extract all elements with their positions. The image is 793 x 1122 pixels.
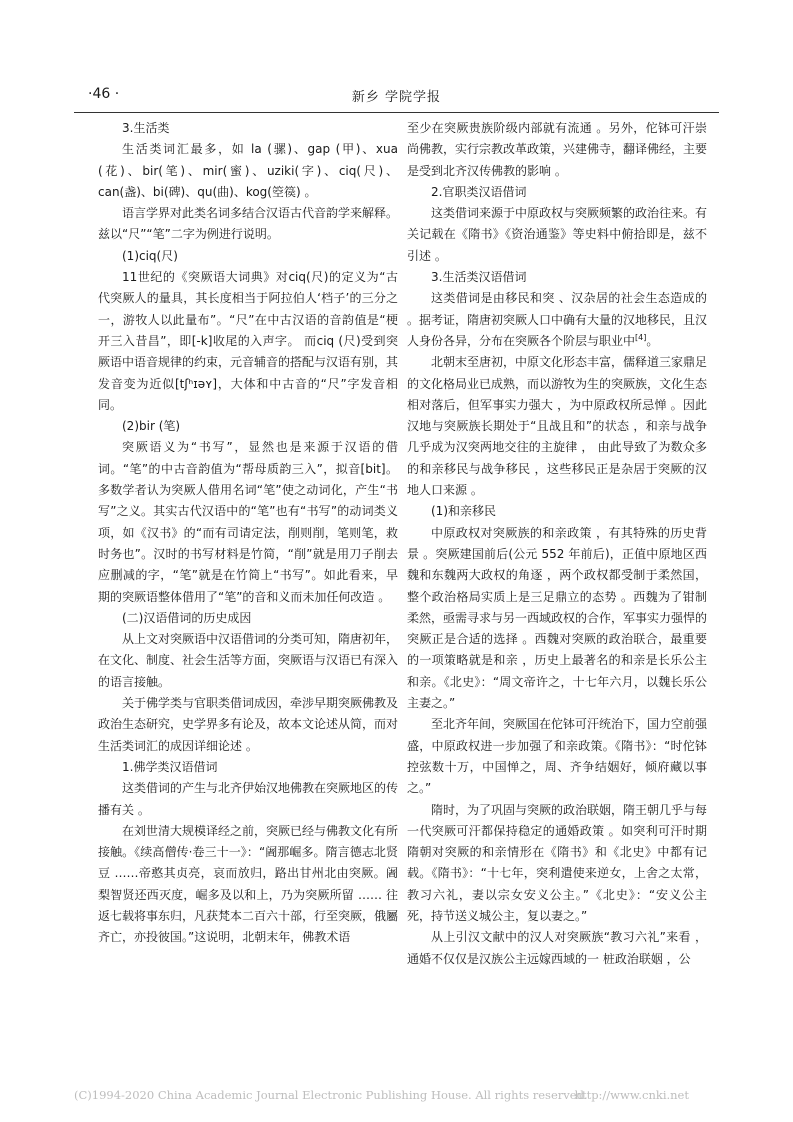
paragraph-text: 1.佛学类汉语借词 xyxy=(122,759,218,774)
paragraph xyxy=(407,927,707,970)
paragraph-text: 至北齐年间，突厥国在佗钵可汗统治下，国力空前强盛，中原政权进一步加强了和亲政策。《隋书》：“时佗钵控弦数十万，中国惮之，周、齐争结姻好，倾府藏以事之。” xyxy=(407,717,708,796)
paragraph xyxy=(98,139,398,203)
paragraph-text: 隋时，为了巩固与突厥的政治联姻，隋王朝几乎与每一代突厥可汗都保持稳定的通婚政策 。如突利可汗时期隋朝对突厥的和亲情形在《隋书》和《北史》中都有记载。《隋书》：“十七年，突利遣使来逆女，上舍之太常，教习六礼，妻以宗女安义公主。”《北史》：“安义公主死，持节送义城公主，复以妻之。” xyxy=(407,802,708,923)
paragraph xyxy=(407,118,707,182)
left-column xyxy=(98,118,398,949)
paragraph-text: 在刘世清大规模译经之前，突厥已经与佛教文化有所接触。《续高僧传·卷三十一》：“阇那崛多。隋言德志北贤豆 ……帝憨其贞亮，哀而放归，路出甘州北由突厥。阇梨智贤还西灭度，崛多及以和上，乃为突厥所留 …… 往返七载将事东归，凡获梵本二百六十部，行至突厥，俄屬齐亡，亦投彼国。”这说明，北朝末年，佛教术语 xyxy=(98,823,399,945)
section-heading xyxy=(407,182,707,203)
paragraph xyxy=(98,778,398,821)
paragraph xyxy=(407,714,707,799)
paragraph-text: 中原政权对突厥族的和亲政策 ，有其特殊的历史背景 。突厥建国前后(公元 552 年前后)，正值中原地区西魏和东魏两大政权的角逐 ，两个政权都受制于柔然国，整个政治格局实质上是三足鼎立的态势 。西魏为了钳制柔然，亟需寻求与另一西域政权的合作，军事实力强悍的突厥正是合适的选择 。西魏对突厥的政治联合，最重要的一项策略就是和亲 ，历史上最著名的和亲是长乐公主和亲。《北史》：“周文帝许之，十七年六月，以魏长乐公主妻之。” xyxy=(407,525,708,711)
header-rule xyxy=(74,112,719,113)
page-footer xyxy=(74,1088,719,1102)
paragraph xyxy=(98,437,398,607)
paragraph-text: 3.生活类汉语借词 xyxy=(431,270,527,285)
paragraph-text: 这类借词来源于中原政权与突厥频繁的政治往来。有关记载在《隋书》《资治通鉴》等史料中俯拾即是，兹不引述 。 xyxy=(407,206,708,263)
section-heading xyxy=(98,608,398,629)
paragraph-text: 从上引汉文献中的汉人对突厥族“教习六礼”来看 ，通婚不仅仅是汉族公主远嫁西域的一 桩政治联姻 ，公 xyxy=(407,930,707,966)
source-url: http://www.cnki.net xyxy=(574,1088,689,1102)
paragraph-text: (二)汉语借词的历史成因 xyxy=(122,610,252,625)
journal-title: 新乡 学院学报 xyxy=(351,90,442,105)
paragraph-text: 11世纪的《突厥语大词典》对ciq(尺)的定义为“古代突厥人的量具，其长度相当于阿拉伯人‘档子’的三分之一，游牧人以此量布”。“尺”在中古汉语的音韵值是“梗开三入昔昌”，即[-k]收尾的入声字。 而ciq (尺)受到突厥语中语音规律的约束，元音辅音的搭配与汉语有别，其发音变为近似[tʃʰɪəʏ]，大体和中古音的“尺”字发音相同。 xyxy=(98,270,399,412)
section-heading xyxy=(407,267,707,288)
paragraph xyxy=(98,267,398,416)
citation-ref: [4] xyxy=(635,332,647,342)
section-heading xyxy=(407,501,707,522)
section-heading xyxy=(98,246,398,267)
paragraph-text: (2)bir (笔) xyxy=(122,419,181,434)
paragraph-text: 语言学界对此类名词多结合汉语古代音韵学来解释。兹以“尺”“笔”二字为例进行说明。 xyxy=(98,206,399,242)
paragraph-text: 至少在突厥贵族阶级内部就有流通 。另外，佗钵可汗崇尚佛教，实行宗教改革政策，兴建佛寺，翻译佛经，主要是受到北齐汉传佛教的影响 。 xyxy=(407,121,708,178)
paragraph-text: 这类借词的产生与北齐伊始汉地佛教在突厥地区的传播有关 。 xyxy=(98,781,399,817)
section-heading xyxy=(98,416,398,437)
paragraph-text: 关于佛学类与官职类借词成因，牵涉早期突厥佛教及政治生态研究，史学界多有论及，故本文论述从简，而对生活类词汇的成因详细论述 。 xyxy=(98,696,399,753)
page-number: ·46 · xyxy=(88,86,120,102)
paragraph-text: (1)和亲移民 xyxy=(431,504,496,519)
paragraph xyxy=(407,203,707,267)
paragraph-text: 从上文对突厥语中汉语借词的分类可知，隋唐初年，在文化、制度、社会生活等方面，突厥语与汉语已有深入的语言接触。 xyxy=(98,632,399,689)
paragraph-text: 突厥语义为“书写”，显然也是来源于汉语的借词。“笔”的中古音韵值为“帮母质韵三入”，拟音[bit]。多数学者认为突厥人借用名词“笔”使之动词化，产生“书写”之义。其实古代汉语中的“笔”也有“书写”的动词类义项，如《汉书》的“而有司请定法，削则削，笔则笔，救时务也”。汉时的书写材料是竹简，“削”就是用刀子削去应删减的字，“笔”就是在竹简上“书写”。如此看来，早期的突厥语整体借用了“笔”的音和义而未加任何改造 。 xyxy=(98,440,398,604)
right-column xyxy=(407,118,707,970)
paragraph-text: 3.生活类 xyxy=(122,121,170,135)
copyright-notice: (C)1994-2020 China Academic Journal Electronic Publishing House. All rights reserved. xyxy=(74,1088,588,1102)
paragraph xyxy=(407,523,707,715)
paragraph-tail: 。 xyxy=(646,333,659,348)
paragraph xyxy=(407,800,707,928)
paragraph xyxy=(407,288,707,352)
running-header xyxy=(74,86,719,110)
paragraph-text: 生活类词汇最多，如 la (骡)、gap (甲)、xua (花)、bir(笔)、mir(蜜)、uziki(字)、ciq(尺)、can(盏)、bi(碑)、qu(曲)、kog(箜篌) 。 xyxy=(98,142,398,199)
paragraph-text: 这类借词是由移民和突 、汉杂居的社会生态造成的 。据考证，隋唐初突厥人口中确有大量的汉地移民，且汉人身份各异，分布在突厥各个阶层与职业中 xyxy=(407,291,708,348)
paragraph xyxy=(98,693,398,757)
paragraph xyxy=(407,352,707,501)
paragraph xyxy=(98,629,398,693)
paragraph-text: (1)ciq(尺) xyxy=(122,248,178,263)
paragraph xyxy=(98,821,398,949)
section-heading xyxy=(98,757,398,778)
paragraph-text: 北朝末至唐初，中原文化形态丰富，儒释道三家鼎足的文化格局业已成熟，而以游牧为生的突厥族，文化生态相对落后，但军事实力强大 ，为中原政权所忌惮 。因此汉地与突厥族长期处于“且战且和”的状态 ，和亲与战争几乎成为汉突两地交往的主旋律 ， 由此导致了为数众多的和亲移民与战争移民 ，这些移民正是杂居于突厥的汉地人口来源 。 xyxy=(407,355,708,498)
section-heading xyxy=(98,118,398,139)
paragraph xyxy=(98,203,398,246)
paragraph-text: 2.官职类汉语借词 xyxy=(431,184,527,199)
